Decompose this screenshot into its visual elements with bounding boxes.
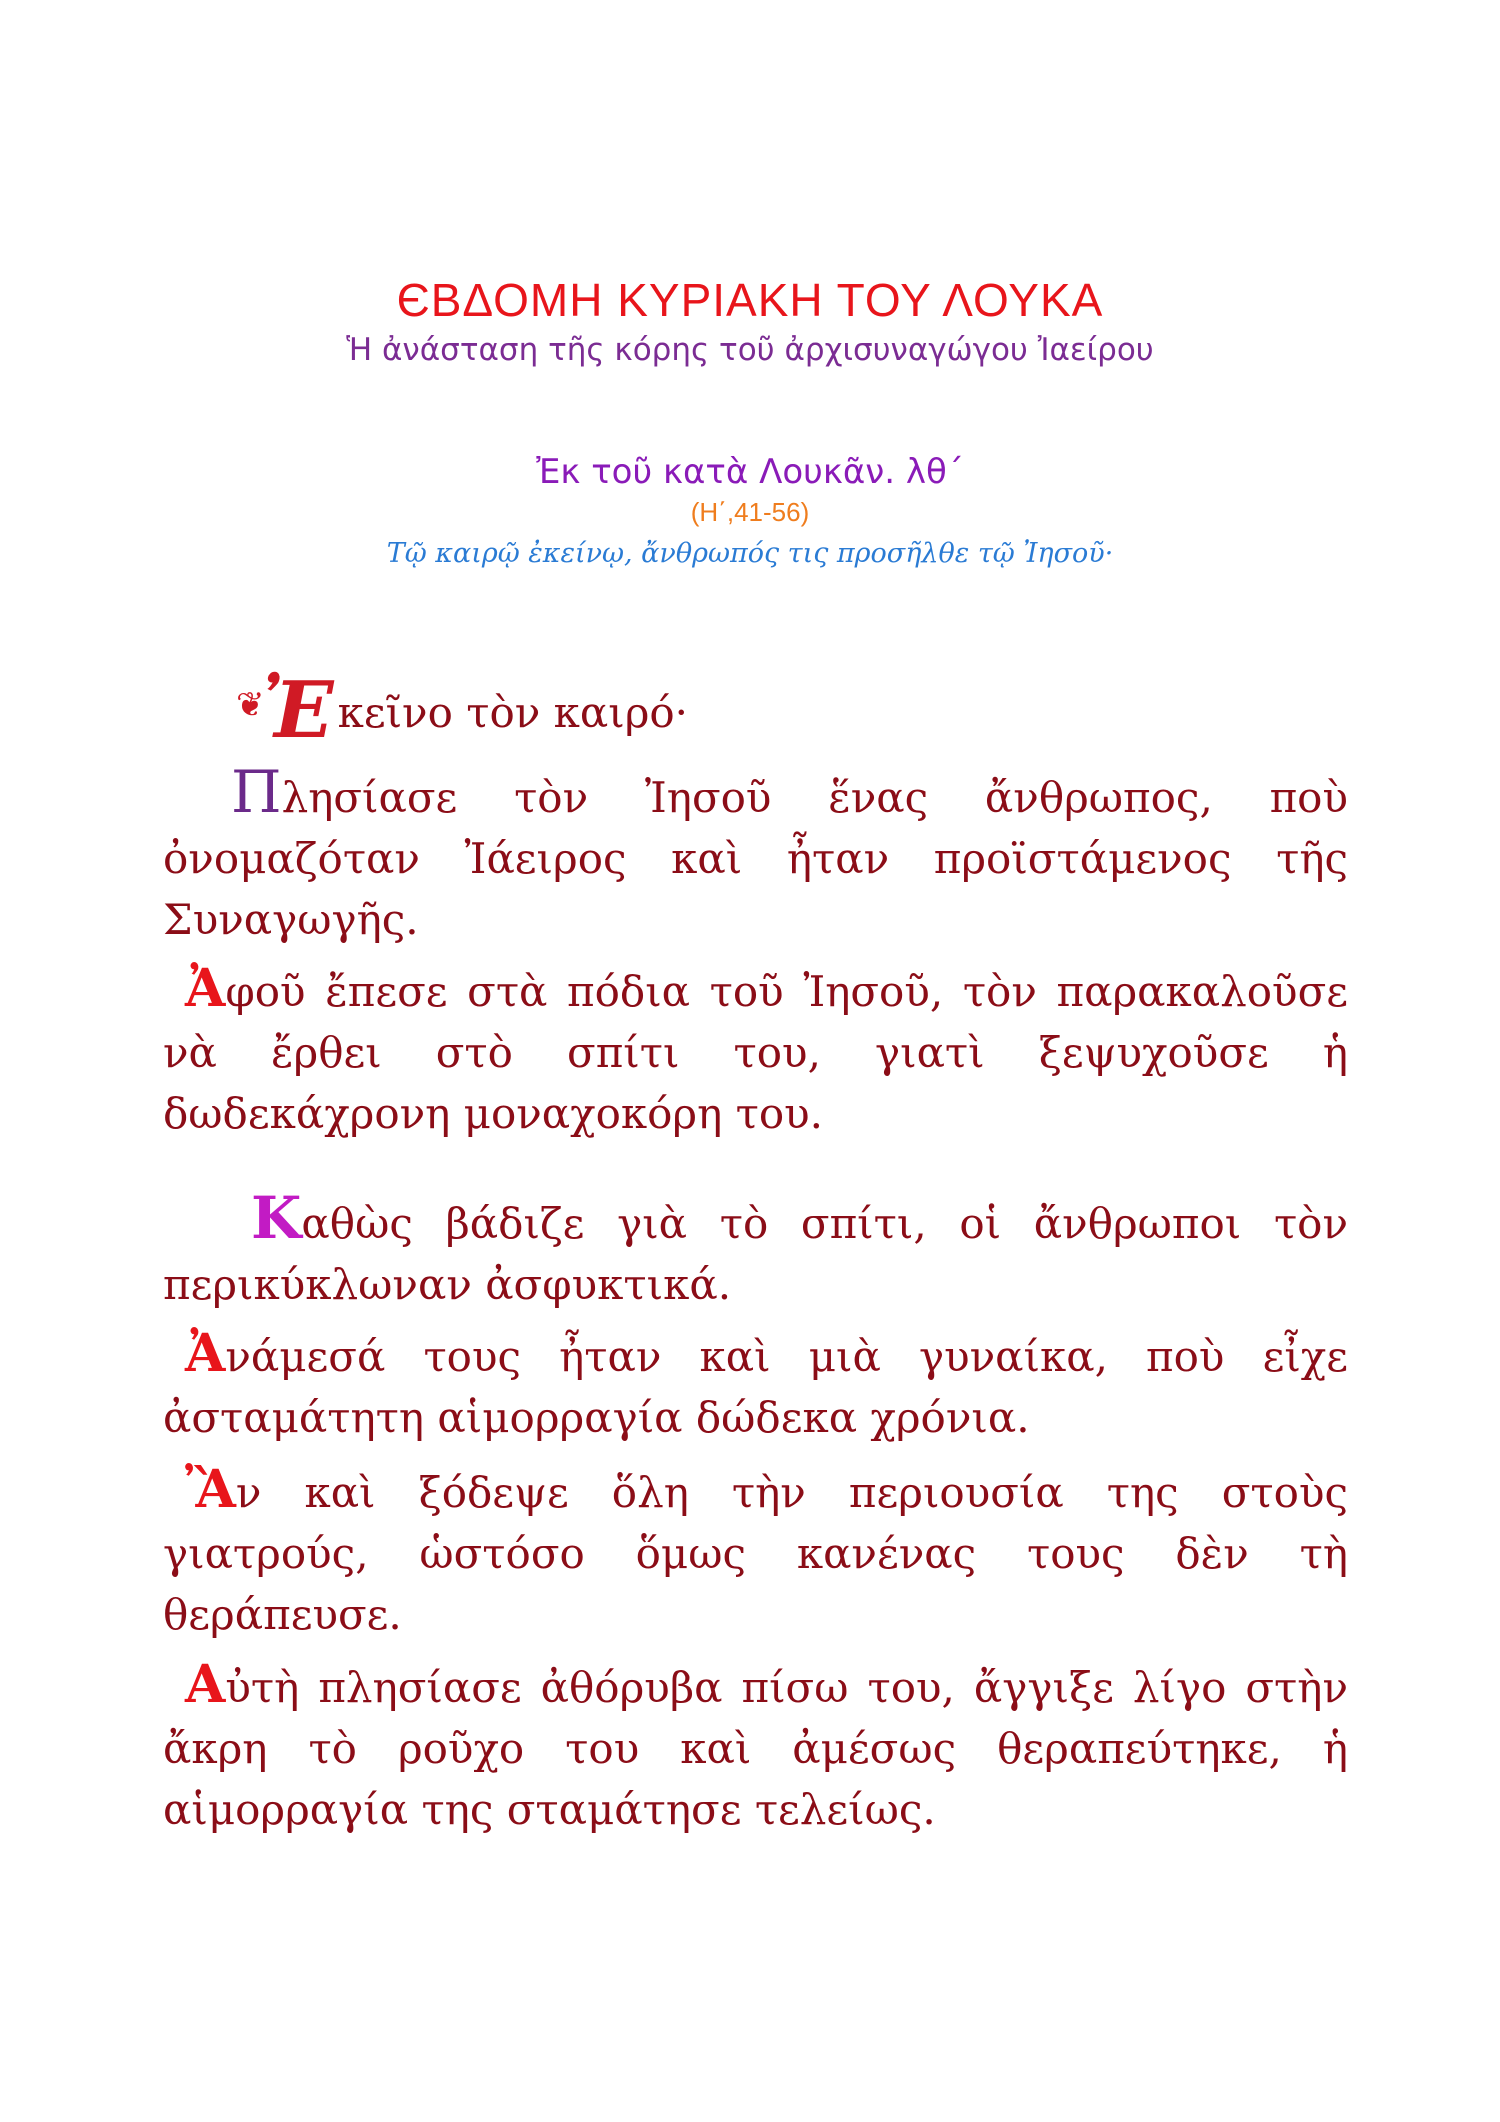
- paragraph-text: φοῦ ἔπεσε στὰ πόδια τοῦ Ἰησοῦ, τὸν παρακαλοῦσε νὰ ἔρθει στὸ σπίτι του, γιατὶ ξεψυχοῦσε ἡ δωδεκάχρονη μοναχοκόρη του.: [163, 967, 1348, 1138]
- paragraph-text: αθὼς βάδιζε γιὰ τὸ σπίτι, οἱ ἄνθρωποι τὸν περικύκλωναν ἀσφυκτικά.: [163, 1199, 1348, 1309]
- paragraph-3: [163, 958, 1348, 1144]
- page-subtitle: Ἡ ἀνάσταση τῆς κόρης τοῦ ἀρχισυναγώγου Ἰαείρου: [346, 332, 1154, 368]
- paragraph-text: νάμεσά τους ἦταν καὶ μιὰ γυναίκα, ποὺ εἶχε ἀσταμάτητη αἱμορραγία δώδεκα χρόνια.: [163, 1332, 1348, 1442]
- paragraph-text: ν καὶ ξόδεψε ὅλη τὴν περιουσία της στοὺς γιατρούς, ὡστόσο ὅμως κανένας τους δὲν τὴ θεράπευσε.: [163, 1468, 1348, 1639]
- paragraph-initial: Π: [231, 758, 282, 826]
- paragraph-text: λησίασε τὸν Ἰησοῦ ἕνας ἄνθρωπος, ποὺ ὀνομαζόταν Ἰάειρος καὶ ἦταν προϊστάμενος τῆς Συναγωγῆς.: [163, 773, 1348, 944]
- paragraph-initial: Ἂ: [185, 1459, 236, 1520]
- paragraph-initial: Κ: [251, 1184, 302, 1252]
- paragraph-7: [163, 1654, 1348, 1840]
- paragraph-text: κεῖνο τὸν καιρό·: [337, 688, 689, 737]
- paragraph-initial: Ἀ: [185, 958, 226, 1019]
- page-title: ЄΒΔΟΜΗ ΚΥΡΙΑΚΗ ΤΟΥ ΛΟΥΚΑ: [396, 274, 1104, 326]
- paragraph-4: [163, 1184, 1348, 1315]
- paragraph-1: [236, 665, 1262, 756]
- illuminated-capital-icon: ❦ Ἐ: [236, 665, 334, 756]
- paragraph-initial: Α: [185, 1654, 226, 1715]
- paragraph-initial: Ἐ: [262, 665, 334, 756]
- paragraph-5: [163, 1323, 1348, 1448]
- incipit-line: Τῷ καιρῷ ἐκείνῳ, ἄνθρωπός τις προσῆλθε τῷ Ἰησοῦ·: [386, 538, 1114, 569]
- paragraph-text: ὐτὴ πλησίασε ἀθόρυβα πίσω του, ἄγγιξε λίγο στὴν ἄκρη τὸ ροῦχο του καὶ ἀμέσως θεραπεύτηκε, ἡ αἱμορραγία της σταμάτησε τελείως.: [163, 1663, 1348, 1834]
- gospel-reference: Ἐκ τοῦ κατὰ Λουκᾶν. λθ΄: [536, 452, 964, 492]
- paragraph-initial: Ἀ: [185, 1323, 226, 1384]
- paragraph-2: [163, 758, 1348, 950]
- verse-range: (Η΄,41-56): [690, 497, 810, 527]
- paragraph-6: [163, 1459, 1348, 1645]
